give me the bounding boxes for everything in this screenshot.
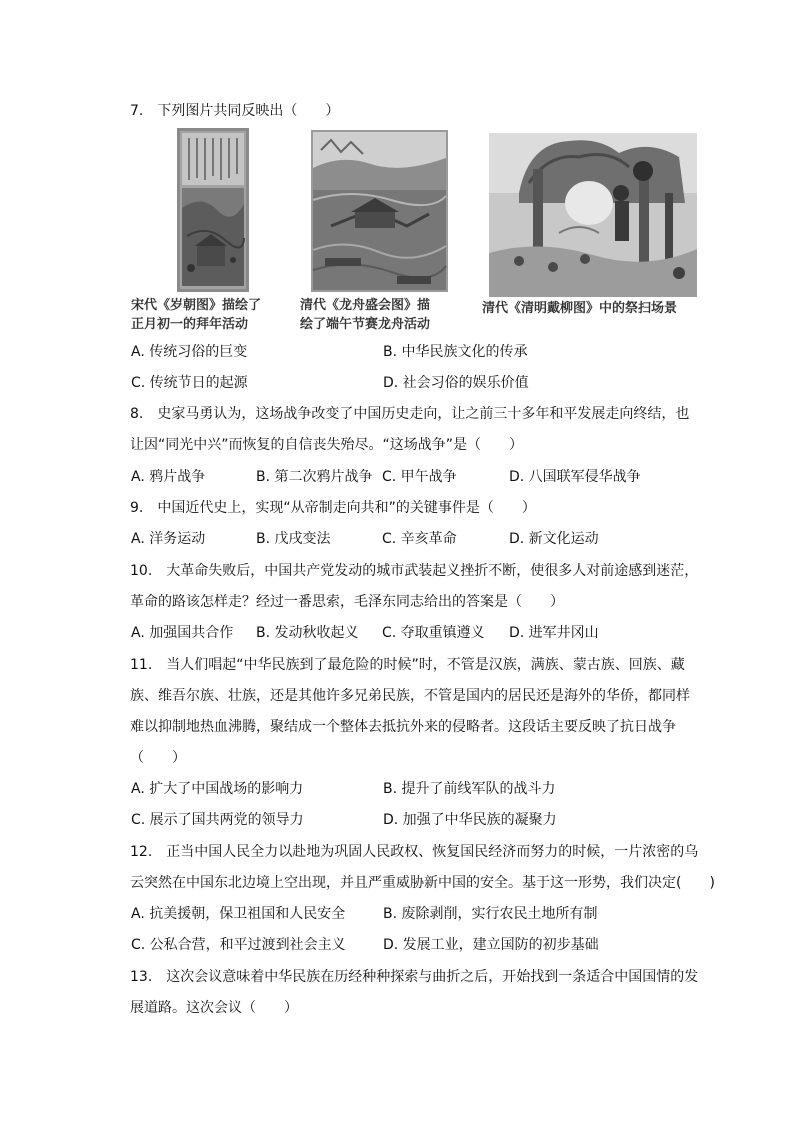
q7-stem: 7. 下列图片共同反映出（ ） xyxy=(130,103,340,119)
q12-stem-line1: 12. 正当中国人民全力以赴地为巩固人民政权、恢复国民经济而努力的时候，一片浓密的乌 xyxy=(130,844,699,860)
q7-option-b: B. 中华民族文化的传承 xyxy=(383,344,528,360)
q9-option-b: B. 戊戌变法 xyxy=(256,531,331,547)
q7-option-a: A. 传统习俗的巨变 xyxy=(131,344,248,360)
q10-stem-line2: 革命的路该怎样走？经过一番思索，毛泽东同志给出的答案是（ ） xyxy=(130,594,564,610)
q12-option-b: B. 废除剥削，实行农民土地所有制 xyxy=(383,906,598,922)
q7-option-c: C. 传统节日的起源 xyxy=(131,375,248,391)
painting-suichao-image xyxy=(177,128,249,292)
q8-option-d: D. 八国联军侵华战争 xyxy=(509,469,641,485)
q12-option-c: C. 公私合营，和平过渡到社会主义 xyxy=(131,937,346,953)
q11-stem-line3: 难以抑制地热血沸腾，聚结成一个整体去抵抗外来的侵略者。这段话主要反映了抗日战争 xyxy=(130,719,676,735)
q8-stem-line1: 8. 史家马勇认为，这场战争改变了中国历史走向，让之前三十多年和平发展走向终结，也 xyxy=(130,406,690,422)
q13-stem-line1: 13. 这次会议意味着中华民族在历经种种探索与曲折之后，开始找到一条适合中国国情的发 xyxy=(130,969,699,985)
painting-suichao-picture xyxy=(177,128,249,292)
q9-stem: 9. 中国近代史上，实现“从帝制走向共和”的关键事件是（ ） xyxy=(130,500,536,516)
q11-stem-line4: （ ） xyxy=(130,750,186,766)
painting-longzhou-image xyxy=(311,130,448,292)
q8-option-b: B. 第二次鸦片战争 xyxy=(256,469,373,485)
painting-longzhou-picture xyxy=(311,130,448,292)
caption-suichao-line2: 正月初一的拜年活动 xyxy=(131,317,249,332)
q9-option-a: A. 洋务运动 xyxy=(131,531,206,547)
q12-option-d: D. 发展工业，建立国防的初步基础 xyxy=(383,937,599,953)
q8-option-a: A. 鸦片战争 xyxy=(131,469,206,485)
q7-option-d: D. 社会习俗的娱乐价值 xyxy=(383,375,529,391)
q12-stem-line2: 云突然在中国东北边境上空出现，并且严重威胁新中国的安全。基于这一形势，我们决定( ) xyxy=(130,875,715,891)
caption-qingming-line1: 清代《清明戴柳图》中的祭扫场景 xyxy=(482,301,678,316)
caption-qingming xyxy=(482,299,677,318)
q10-stem-line1: 10. 大革命失败后，中国共产党发动的城市武装起义挫折不断，使很多人对前途感到迷茫， xyxy=(130,563,699,579)
q11-stem-line1: 11. 当人们唱起“中华民族到了最危险的时候”时，不管是汉族，满族、蒙古族、回族、藏 xyxy=(130,657,685,673)
q8-option-c: C. 甲午战争 xyxy=(382,469,457,485)
q11-option-d: D. 加强了中华民族的凝聚力 xyxy=(383,812,557,828)
caption-longzhou-line1: 清代《龙舟盛会图》描 xyxy=(300,298,431,313)
caption-suichao xyxy=(131,296,261,334)
q11-option-b: B. 提升了前线军队的战斗力 xyxy=(383,781,556,797)
q10-option-d: D. 进军井冈山 xyxy=(509,625,599,641)
q9-option-d: D. 新文化运动 xyxy=(509,531,599,547)
q11-option-c: C. 展示了国共两党的领导力 xyxy=(131,812,304,828)
caption-longzhou xyxy=(300,296,430,334)
q10-option-b: B. 发动秋收起义 xyxy=(256,625,359,641)
painting-qingming-image xyxy=(489,133,697,297)
q9-option-c: C. 辛亥革命 xyxy=(382,531,457,547)
q11-stem-line2: 族、维吾尔族、壮族，还是其他许多兄弟民族，不管是国内的居民还是海外的华侨，都同样 xyxy=(130,688,690,704)
q10-option-a: A. 加强国共合作 xyxy=(131,625,234,641)
caption-suichao-line1: 宋代《岁朝图》描绘了 xyxy=(131,298,262,313)
q12-option-a: A. 抗美援朝，保卫祖国和人民安全 xyxy=(131,906,346,922)
q13-stem-line2: 展道路。这次会议（ ） xyxy=(130,1000,298,1016)
q11-option-a: A. 扩大了中国战场的影响力 xyxy=(131,781,304,797)
q8-stem-line2: 让因“同光中兴”而恢复的自信丧失殆尽。“这场战争”是（ ） xyxy=(130,437,524,453)
caption-longzhou-line2: 绘了端午节赛龙舟活动 xyxy=(300,317,431,332)
q10-option-c: C. 夺取重镇遵义 xyxy=(382,625,485,641)
painting-qingming-picture xyxy=(489,133,697,297)
